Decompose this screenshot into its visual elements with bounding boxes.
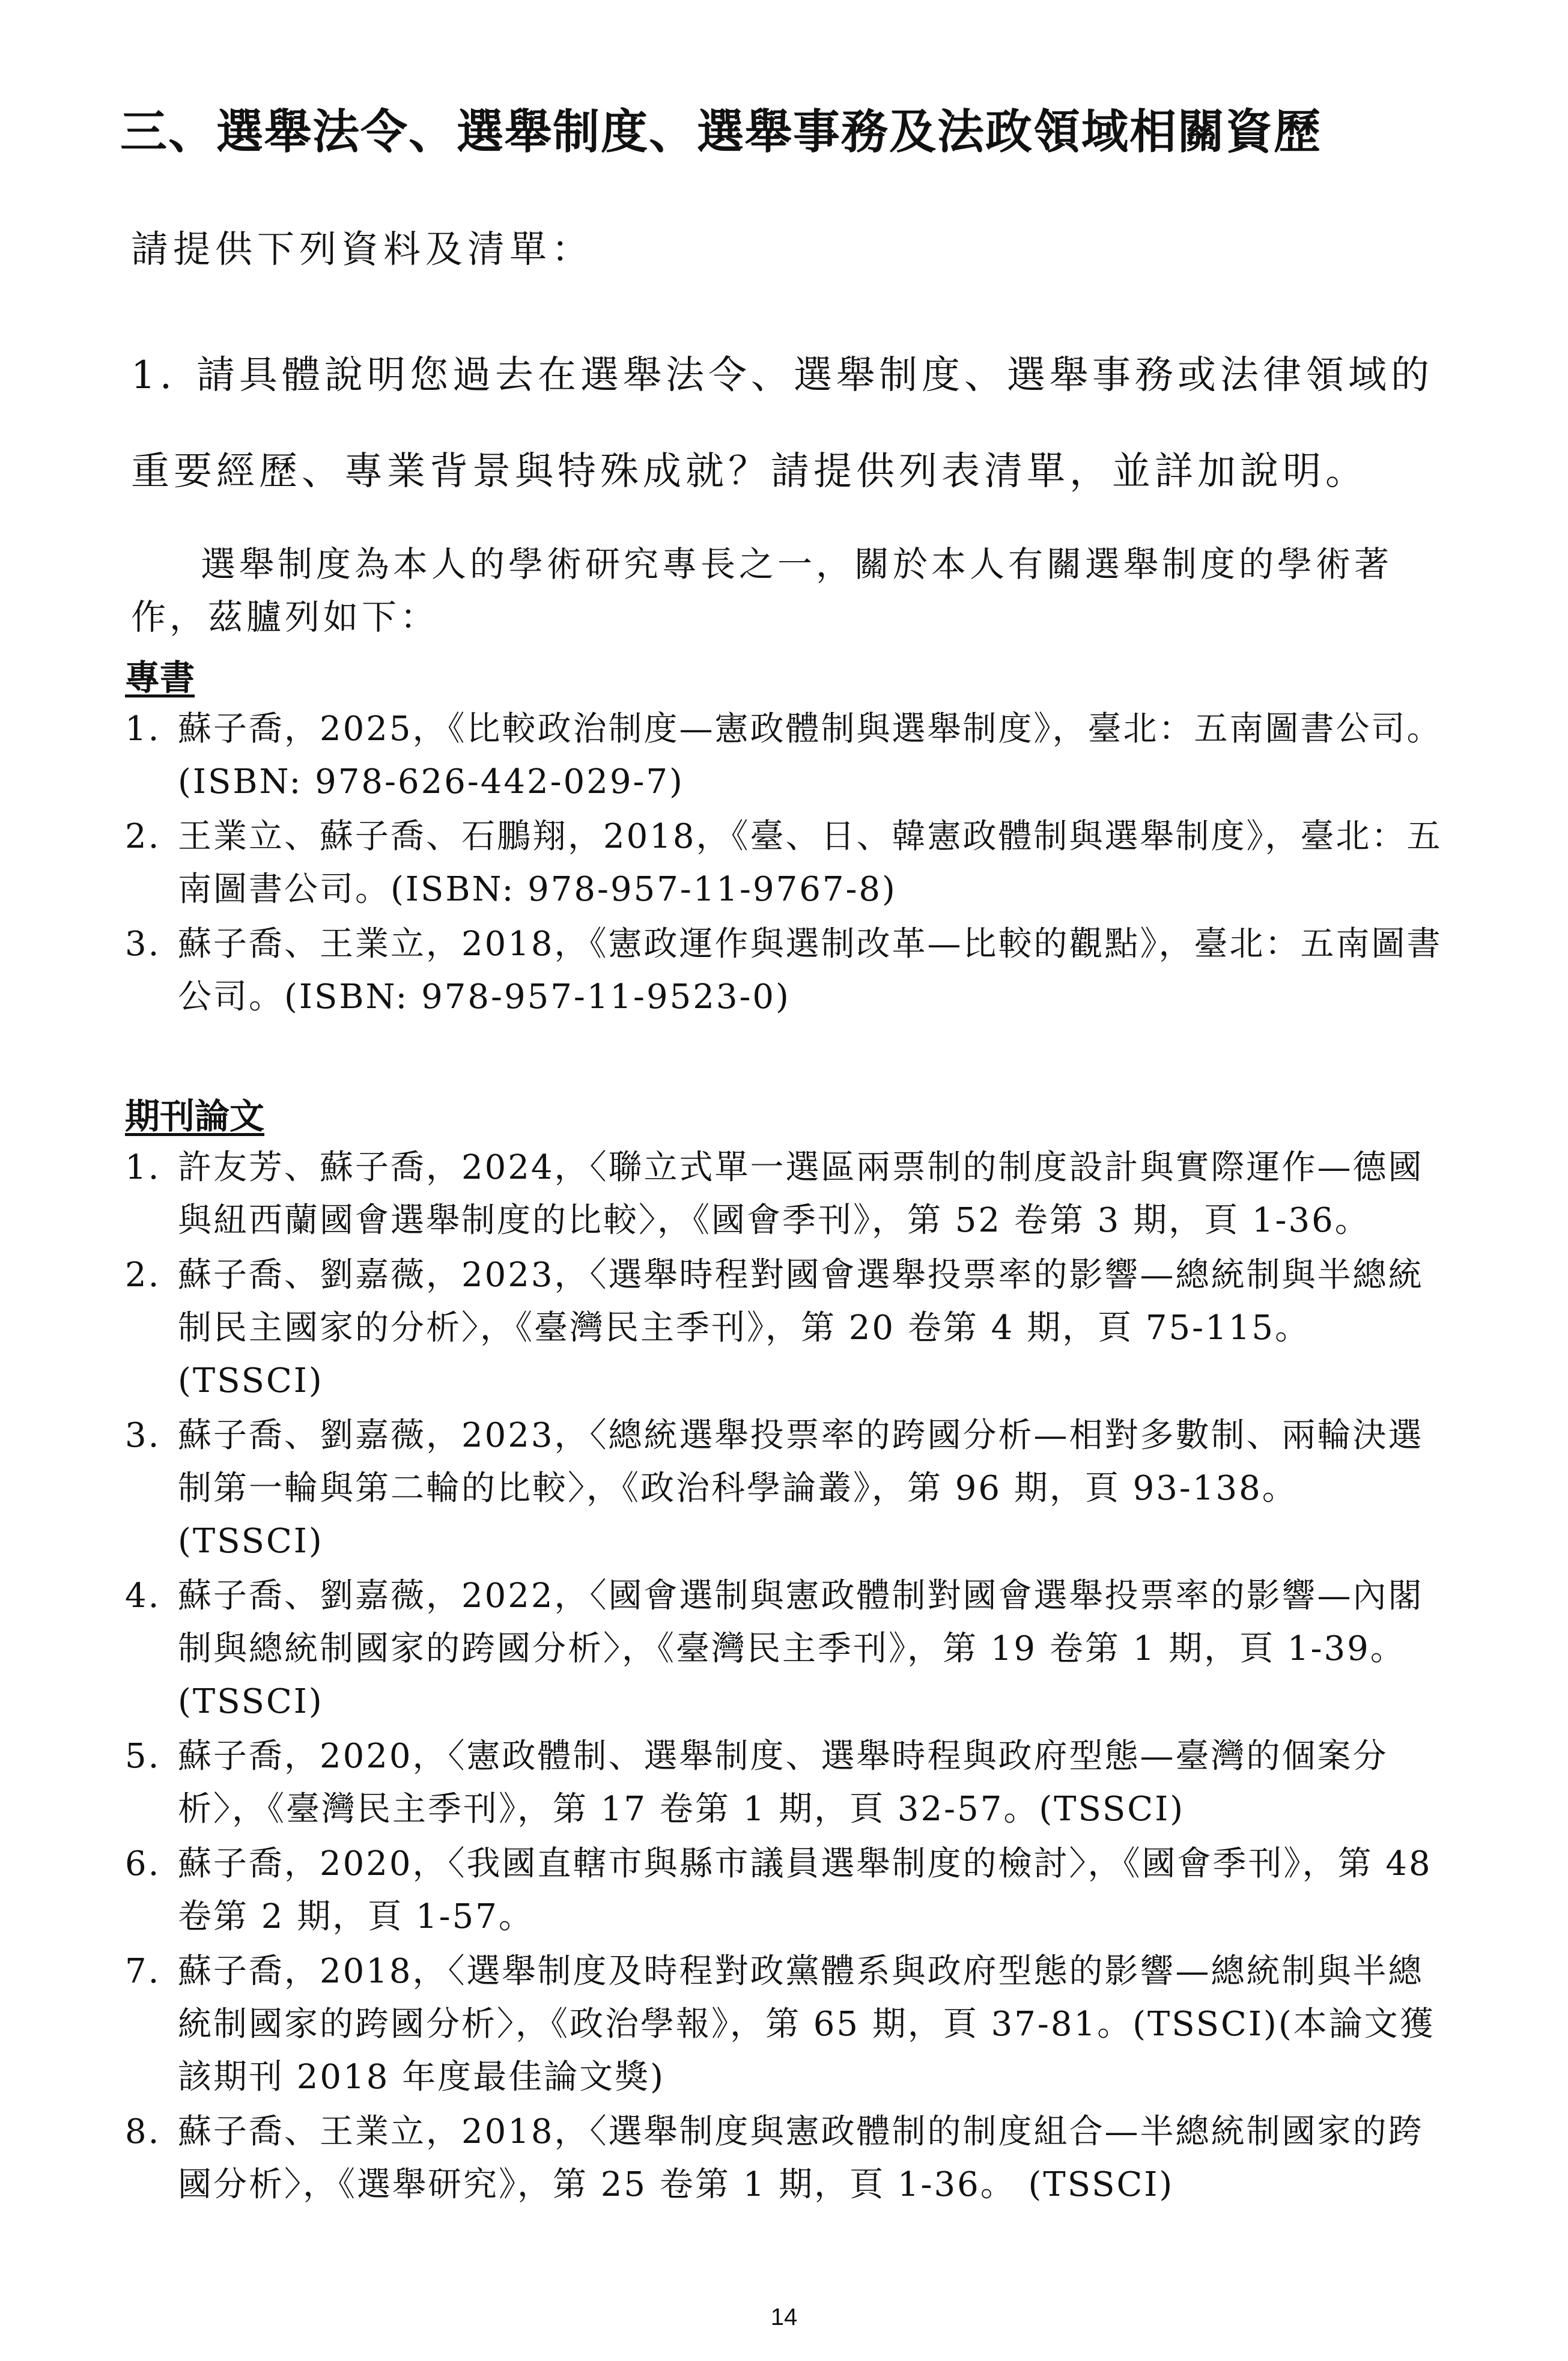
item-text: 蘇子喬，2020，〈憲政體制、選舉制度、選舉時程與政府型態—臺灣的個案分析〉，《臺灣民主季刊》，第 17 卷第 1 期，頁 32-57。(TSSCI) [178, 1737, 1388, 1829]
item-text: 蘇子喬、王業立，2018，〈選舉制度與憲政體制的制度組合—半總統制國家的跨國分析〉，《選舉研究》，第 25 卷第 1 期，頁 1-36。 (TSSCI) [178, 2112, 1424, 2204]
item-text: 蘇子喬、劉嘉薇，2022，〈國會選制與憲政體制對國會選舉投票率的影響—內閣制與總統制國家的跨國分析〉，《臺灣民主季刊》，第 19 卷第 1 期，頁 1-39。 (TSSCI) [178, 1576, 1424, 1721]
list-item [125, 1570, 1453, 1728]
books-list [125, 703, 1453, 1026]
item-number: 2. [125, 1256, 161, 1295]
item-text: 蘇子喬，2020，〈我國直轄市與縣市議員選舉制度的檢討〉，《國會季刊》，第 48 卷第 2 期，頁 1-57。 [178, 1844, 1432, 1936]
list-item [125, 1249, 1453, 1408]
question-number: 1. [131, 353, 177, 398]
section-heading: 三、選舉法令、選舉制度、選舉事務及法政領域相關資歷 [120, 105, 1322, 159]
list-item [125, 918, 1453, 1024]
item-number: 8. [125, 2112, 161, 2151]
intro-paragraph: 選舉制度為本人的學術研究專長之一，關於本人有關選舉制度的學術著作，茲臚列如下： [131, 544, 1393, 637]
list-item [125, 703, 1453, 809]
list-item [125, 2106, 1453, 2211]
item-text: 蘇子喬、劉嘉薇，2023，〈總統選舉投票率的跨國分析—相對多數制、兩輪決選制第一輪與第二輪的比較〉，《政治科學論叢》，第 96 期，頁 93-138。 (TSSCI) [178, 1416, 1424, 1561]
item-number: 7. [125, 1952, 161, 1991]
item-number: 5. [125, 1737, 161, 1776]
item-text: 蘇子喬、劉嘉薇，2023，〈選舉時程對國會選舉投票率的影響—總統制與半總統制民主國家的分析〉，《臺灣民主季刊》，第 20 卷第 4 期，頁 75-115。 (TSSCI) [178, 1256, 1424, 1400]
instruction-text: 請提供下列資料及清單： [131, 227, 594, 271]
item-text: 蘇子喬、王業立，2018，《憲政運作與選制改革—比較的觀點》，臺北：五南圖書公司。(ISBN: 978-957-11-9523-0) [178, 925, 1442, 1016]
list-item [125, 810, 1453, 916]
journals-section-title: 期刊論文 [125, 1096, 265, 1137]
item-text: 王業立、蘇子喬、石鵬翔，2018，《臺、日、韓憲政體制與選舉制度》，臺北：五南圖書公司。(ISBN: 978-957-11-9767-8) [178, 817, 1442, 909]
list-item [125, 1141, 1453, 1247]
item-number: 3. [125, 925, 161, 964]
item-number: 4. [125, 1576, 161, 1615]
page-number: 14 [770, 2304, 798, 2330]
question-block [131, 327, 1453, 520]
item-text: 許友芳、蘇子喬，2024，〈聯立式單一選區兩票制的制度設計與實際運作—德國與紐西蘭國會選舉制度的比較〉，《國會季刊》，第 52 卷第 3 期，頁 1-36。 [178, 1148, 1424, 1240]
list-item [125, 1730, 1453, 1836]
item-number: 3. [125, 1416, 161, 1455]
books-section-title: 專書 [125, 657, 195, 698]
item-number: 2. [125, 817, 161, 856]
item-number: 1. [125, 710, 161, 749]
item-text: 蘇子喬，2018，〈選舉制度及時程對政黨體系與政府型態的影響—總統制與半總統制國家的跨國分析〉，《政治學報》，第 65 期，頁 37-81。(TSSCI)(本論文獲該期刊 2018 年度最佳論文獎) [178, 1952, 1435, 2097]
question-text: 請具體說明您過去在選舉法令、選舉制度、選舉事務或法律領域的重要經歷、專業背景與特殊成就？請提供列表清單，並詳加說明。 [131, 353, 1434, 494]
list-item [125, 1409, 1453, 1568]
item-number: 1. [125, 1148, 161, 1187]
list-item [125, 1838, 1453, 1943]
list-item [125, 1945, 1453, 2104]
item-number: 6. [125, 1844, 161, 1883]
journals-list [125, 1141, 1453, 2213]
item-text: 蘇子喬，2025，《比較政治制度—憲政體制與選舉制度》，臺北：五南圖書公司。(ISBN: 978-626-442-029-7) [178, 710, 1442, 801]
